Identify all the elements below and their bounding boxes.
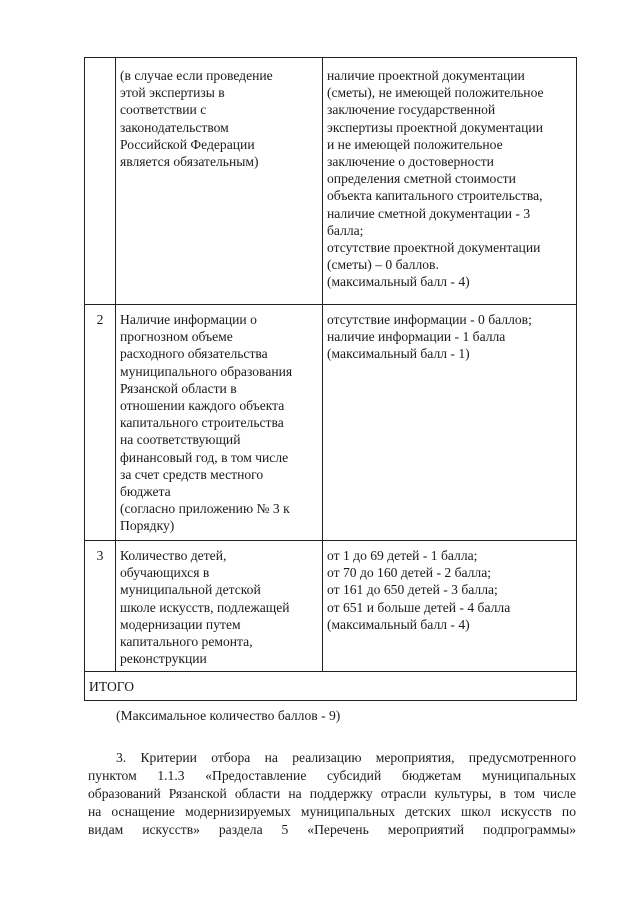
criteria-table — [84, 57, 577, 701]
text-line: и не имеющей положительное — [327, 136, 503, 152]
text-line: (максимальный балл - 4) — [327, 274, 470, 290]
text-line: наличие сметной документации - 3 — [327, 205, 531, 221]
text-line: (сметы) – 0 баллов. — [327, 257, 439, 273]
text-line: обучающихся в — [120, 565, 210, 581]
text-line: видам искусств» раздела 5 «Перечень мероприятий подпрограммы» — [88, 822, 576, 837]
text-line: пунктом 1.1.3 «Предоставление субсидий бюджетам муниципальных — [88, 768, 576, 783]
max-score-note: (Максимальное количество баллов - 9) — [116, 708, 341, 723]
table-row — [85, 305, 577, 541]
text-line: этой экспертизы в — [120, 85, 225, 101]
table-row — [85, 58, 577, 305]
criterion-name-cell — [116, 305, 323, 541]
text-line: расходного обязательства — [120, 346, 268, 362]
criterion-name-cell — [116, 541, 323, 672]
text-line: образований Рязанской области на поддержку отрасли культуры, в том числе — [88, 786, 576, 801]
text-line: заключение государственной — [327, 102, 496, 118]
text-line: Рязанской области в — [120, 380, 237, 396]
text-line: балла; — [327, 222, 364, 238]
row-number: 2 — [85, 305, 116, 541]
table-row — [85, 541, 577, 672]
text-line: прогнозном объеме — [120, 329, 233, 345]
text-line: на оснащение модернизируемых муниципальных детских школ искусств по — [88, 804, 576, 819]
text-line: финансовый год, в том числе — [120, 449, 289, 465]
text-line: наличие информации - 1 балла — [327, 329, 506, 345]
text-line: от 651 и больше детей - 4 балла — [327, 599, 511, 615]
text-line: капитального строительства — [120, 415, 284, 431]
text-line: соответствии с — [120, 102, 207, 118]
text-line: наличие проектной документации — [327, 68, 525, 83]
text-line: школе искусств, подлежащей — [120, 599, 290, 615]
text-line: капитального ремонта, — [120, 634, 253, 650]
criteria-paragraph — [88, 749, 576, 839]
text-line: от 70 до 160 детей - 2 балла; — [327, 565, 492, 581]
text-line: (максимальный балл - 4) — [327, 616, 470, 632]
text-line: отсутствие проектной документации — [327, 240, 541, 256]
text-line: модернизации путем — [120, 616, 241, 632]
text-line: заключение о достоверности — [327, 154, 494, 170]
row-number — [85, 58, 116, 305]
text-line: (максимальный балл - 1) — [327, 346, 470, 362]
text-line: муниципального образования — [120, 363, 293, 379]
text-line: экспертизы проектной документации — [327, 119, 543, 135]
total-row — [85, 672, 577, 701]
criterion-name-cell — [116, 58, 323, 305]
text-line: (сметы), не имеющей положительное — [327, 85, 544, 101]
text-line: муниципальной детской — [120, 582, 261, 598]
text-line: Количество детей, — [120, 548, 227, 563]
score-cell — [323, 541, 577, 672]
text-line: законодательством — [120, 119, 229, 135]
total-label: ИТОГО — [85, 672, 577, 701]
text-line: является обязательным) — [120, 154, 259, 170]
text-line: на соответствующий — [120, 432, 241, 448]
text-line: (согласно приложению № 3 к — [120, 501, 290, 517]
text-line: отношении каждого объекта — [120, 398, 285, 414]
text-line: от 1 до 69 детей - 1 балла; — [327, 548, 478, 563]
score-cell — [323, 58, 577, 305]
text-line: объекта капитального строительства, — [327, 188, 543, 204]
text-line: реконструкции — [120, 651, 207, 667]
row-number: 3 — [85, 541, 116, 672]
text-line: от 161 до 650 детей - 3 балла; — [327, 582, 498, 598]
text-line: Наличие информации о — [120, 312, 257, 327]
text-line: Порядку) — [120, 518, 175, 534]
text-line: 3. Критерии отбора на реализацию мероприятия, предусмотренного — [116, 750, 576, 765]
text-line: за счет средств местного — [120, 466, 264, 482]
text-line: отсутствие информации - 0 баллов; — [327, 312, 532, 327]
score-cell — [323, 305, 577, 541]
text-line: определения сметной стоимости — [327, 171, 516, 187]
text-line: бюджета — [120, 484, 171, 500]
text-line: (в случае если проведение — [120, 68, 273, 83]
text-line: Российской Федерации — [120, 136, 255, 152]
